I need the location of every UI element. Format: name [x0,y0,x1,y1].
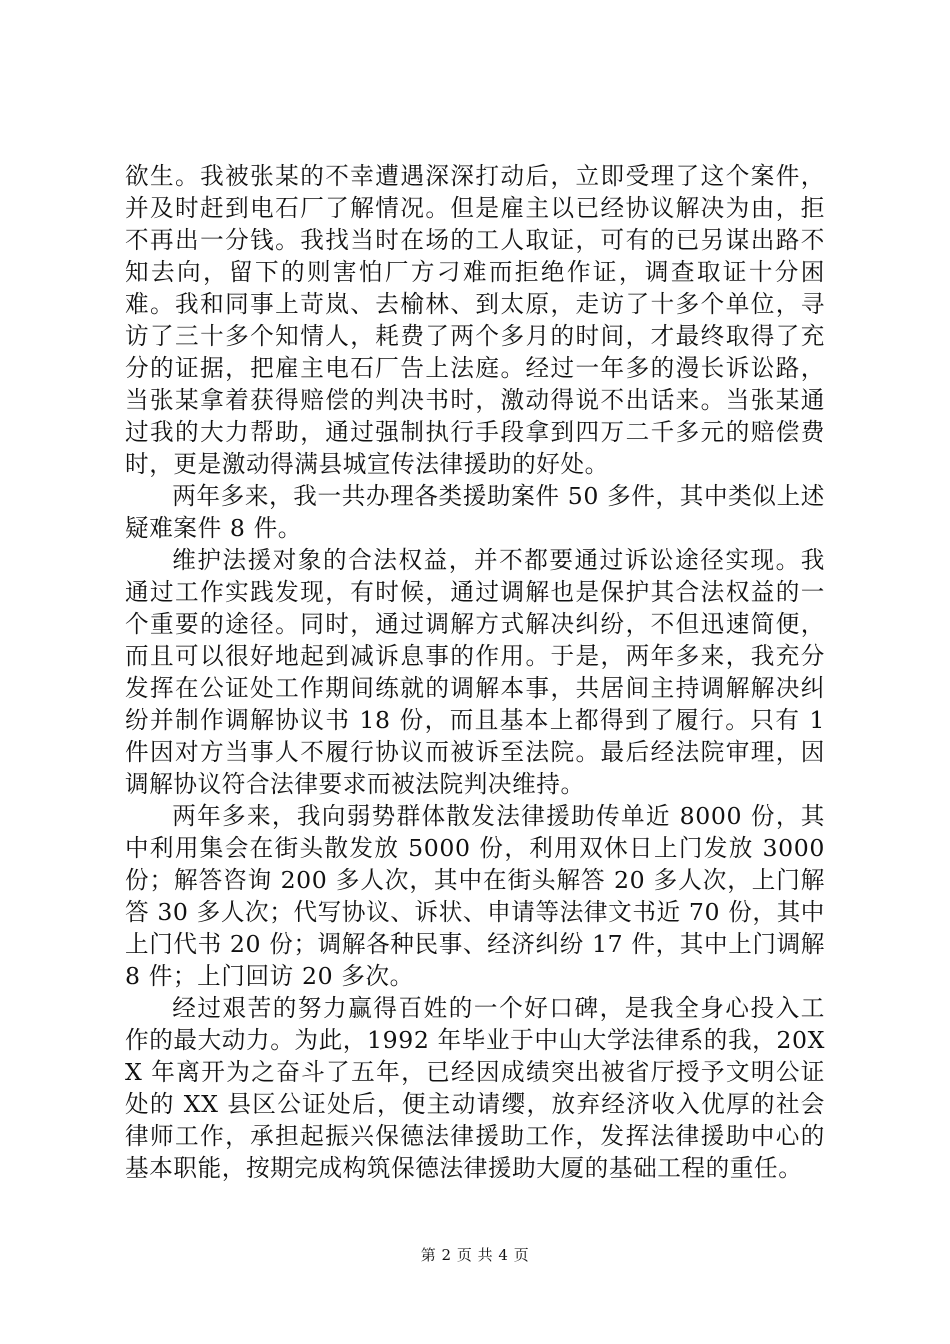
paragraph-1: 欲生。我被张某的不幸遭遇深深打动后，立即受理了这个案件，并及时赶到电石厂了解情况。但是雇主以已经协议解决为由，拒不再出一分钱。我找当时在场的工人取证，可有的已另谋出路不知去向，留下的则害怕厂方刁难而拒绝作证，调查取证十分困难。我和同事上苛岚、去榆林、到太原，走访了十多个单位，寻访了三十多个知情人，耗费了两个多月的时间，才最终取得了充分的证据，把雇主电石厂告上法庭。经过一年多的漫长诉讼路，当张某拿着获得赔偿的判决书时，激动得说不出话来。当张某通过我的大力帮助，通过强制执行手段拿到四万二千多元的赔偿费时，更是激动得满县城宣传法律援助的好处。 [125,162,825,478]
paragraph-4: 两年多来，我向弱势群体散发法律援助传单近 8000 份，其中利用集会在街头散发放 5000 份，利用双休日上门发放 3000 份；解答咨询 200 多人次，其中在街头解答 20 多人次，上门解答 30 多人次；代写协议、诉状、申请等法律文书近 70 份，其中上门代书 20 份；调解各种民事、经济纠纷 17 件，其中上门调解 8 件；上门回访 20 多次。 [125,802,825,990]
paragraph-2: 两年多来，我一共办理各类援助案件 50 多件，其中类似上述疑难案件 8 件。 [125,482,825,542]
paragraph-5: 经过艰苦的努力赢得百姓的一个好口碑，是我全身心投入工作的最大动力。为此，1992 年毕业于中山大学法律系的我，20XX 年离开为之奋斗了五年，已经因成绩突出被省厅授予文明公证处的 XX 县区公证处后，便主动请缨，放弃经济收入优厚的社会律师工作，承担起振兴保德法律援助工作，发挥法律援助中心的基本职能，按期完成构筑保德法律援助大厦的基础工程的重任。 [125,994,825,1182]
document-body [125,160,825,1184]
paragraph-3: 维护法援对象的合法权益，并不都要通过诉讼途径实现。我通过工作实践发现，有时候，通过调解也是保护其合法权益的一个重要的途径。同时，通过调解方式解决纠纷，不但迅速简便，而且可以很好地起到减诉息事的作用。于是，两年多来，我充分发挥在公证处工作期间练就的调解本事，共居间主持调解解决纠纷并制作调解协议书 18 份，而且基本上都得到了履行。只有 1 件因对方当事人不履行协议而被诉至法院。最后经法院审理，因调解协议符合法律要求而被法院判决维持。 [125,546,825,798]
page-number-footer: 第 2 页 共 4 页 [420,1246,530,1264]
